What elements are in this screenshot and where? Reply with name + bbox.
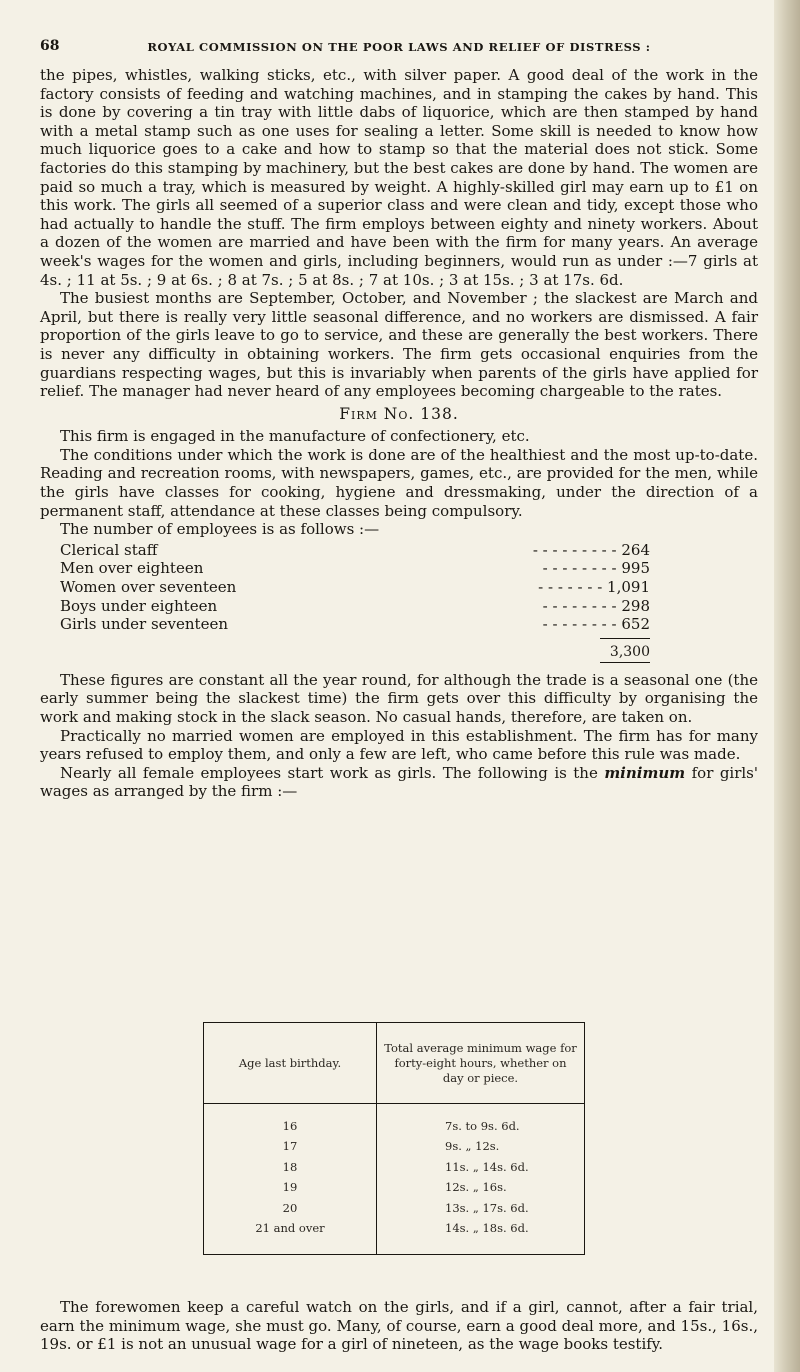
table-cell-wage: 12s. „ 16s. — [445, 1180, 507, 1195]
employee-row — [60, 615, 650, 634]
table-header — [204, 1022, 584, 1104]
closing-text — [40, 1298, 758, 1354]
table-cell-wage: 11s. „ 14s. 6d. — [445, 1159, 529, 1174]
paragraph: Practically no married women are employed in this establishment. The firm has for many years refused to employ them, and only a few are left, who came before this rule was made. — [40, 726, 758, 764]
employee-count: 652 — [621, 615, 650, 634]
table-cell-wage: 14s. „ 18s. 6d. — [445, 1220, 529, 1235]
paragraph: the pipes, whistles, walking sticks, etc., with silver paper. A good deal of the work in the factory consists of feeding and watching machines, and in stamping the cakes by hand. This is done by covering a tin tray with little dabs of liquorice, which are then stamped by hand with a metal stamp such as one uses for sealing a letter. Some skill is needed to know how much liquorice goes to a cake and how to stamp so that the material does not stick. Some factories do this stamping by machinery, but the best cakes are done by hand. The women are paid so much a tray, which is measured by weight. A highly-skilled girl may earn up to £1 on this work. The girls all seemed of a superior class and were clean and tidy, except those who had actually to handle the stuff. The firm employs between eighty and ninety workers. About a dozen of the women are married and have been with the firm for many years. An average week's wages for the women and girls, including beginners, would run as under :—7 girls at 4s. ; 11 at 5s. ; 9 at 6s. ; 8 at 7s. ; 5 at 8s. ; 7 at 10s. ; 3 at 15s. ; 3 at 17s. 6d. — [40, 66, 758, 289]
paragraph: These figures are constant all the year round, for although the trade is a seasonal one (the early summer being the slackest time) the firm gets over this difficulty by organising the work and making stock in the slack season. No casual hands, therefore, are taken on. — [40, 670, 758, 726]
body-text — [40, 66, 758, 801]
table-cell-age: 17 — [282, 1139, 298, 1154]
paragraph: The forewomen keep a careful watch on the girls, and if a girl, cannot, after a fair trial, earn the minimum wage, she must go. Many, of course, earn a good deal more, and 15s., 16s., 19s. or £1 is not an unusual wage for a girl of nineteen, as the wage books testify. — [40, 1298, 758, 1354]
table-cell-age: 16 — [282, 1119, 298, 1133]
paragraph: The conditions under which the work is done are of the healthiest and the most up-to-date. Reading and recreation rooms, with newspapers, games, etc., are provided for the men, while the girls have classes for cooking, hygiene and dressmaking, under the direction of a permanent staff, attendance at these classes being compulsory. — [40, 445, 758, 520]
table-body — [204, 1104, 584, 1255]
employee-category: Girls under seventeen — [60, 615, 228, 634]
emphasis-minimum: minimum — [604, 763, 686, 782]
employee-category: Women over seventeen — [60, 578, 237, 597]
employee-count: 264 — [621, 540, 650, 559]
employee-count: 298 — [621, 596, 650, 615]
table-cell-wage: 7s. to 9s. 6d. — [445, 1119, 520, 1133]
dot-leader: - - - - - - - - — [542, 615, 617, 634]
age-column — [204, 1104, 377, 1255]
table-cell-age: 19 — [282, 1180, 298, 1195]
dot-leader: - - - - - - - - - — [532, 540, 617, 559]
paragraph: The number of employees is as follows :— — [60, 520, 380, 539]
dot-leader: - - - - - - - - — [542, 559, 617, 578]
employee-count: 995 — [621, 559, 650, 578]
employee-list — [60, 541, 650, 663]
employee-total: 3,300 — [609, 643, 650, 660]
total-rule — [600, 662, 650, 663]
employee-category: Boys under eighteen — [60, 596, 218, 615]
table-cell-wage: 13s. „ 17s. 6d. — [445, 1200, 529, 1215]
wage-table — [203, 1022, 585, 1255]
paragraph — [40, 764, 758, 801]
running-head — [40, 38, 758, 58]
table-cell-age: 18 — [282, 1159, 298, 1174]
wage-column — [377, 1104, 584, 1255]
header-age: Age last birthday. — [204, 1023, 377, 1103]
employee-category: Clerical staff — [60, 540, 158, 559]
paragraph-text: for girls' wages as arranged by the firm :— — [40, 763, 759, 801]
table-cell-age: 21 and over — [255, 1220, 325, 1235]
employee-row — [60, 597, 650, 616]
table-cell-wage: 9s. „ 12s. — [445, 1139, 500, 1154]
header-wage: Total average minimum wage for forty-eight hours, whether on day or piece. — [384, 1040, 577, 1085]
employee-row — [60, 541, 650, 560]
total-rule — [600, 638, 650, 639]
page-number: 68 — [40, 38, 60, 54]
paragraph-text: Nearly all female employees start work as girls. The following is the — [60, 763, 598, 782]
employee-category: Men over eighteen — [60, 559, 204, 578]
section-heading: Firm No. 138. — [339, 404, 459, 423]
employee-count: 1,091 — [607, 578, 650, 597]
employee-row — [60, 578, 650, 597]
dot-leader: - - - - - - - - — [542, 596, 617, 615]
table-cell-age: 20 — [282, 1200, 298, 1215]
paragraph: The busiest months are September, October, and November ; the slackest are March and April, but there is really very little seasonal difference, and no workers are dismissed. A fair proportion of the girls leave to go to service, and these are generally the best workers. There is never any difficulty in obtaining workers. The firm gets occasional enquiries from the guardians respecting wages, but this is invariably when parents of the girls have applied for relief. The manager had never heard of any employees becoming chargeable to the rates. — [40, 289, 758, 401]
employee-row — [60, 559, 650, 578]
dot-leader: - - - - - - - — [538, 578, 603, 597]
paragraph: This firm is engaged in the manufacture of confectionery, etc. — [60, 427, 530, 446]
running-title: ROYAL COMMISSION ON THE POOR LAWS AND RELIEF OF DISTRESS : — [147, 40, 651, 54]
page-edge-shadow — [774, 0, 800, 1372]
